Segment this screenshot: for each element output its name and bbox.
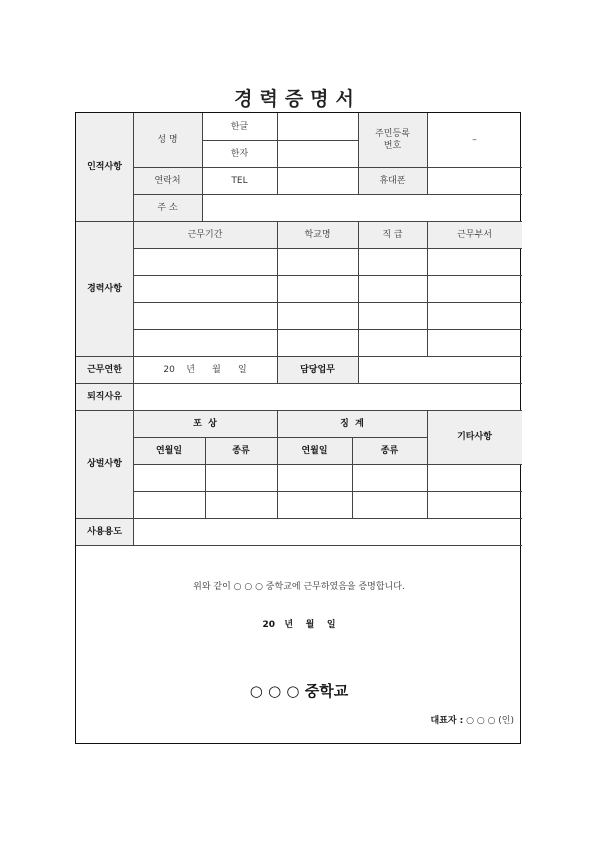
grid-line bbox=[133, 167, 522, 168]
grid-line bbox=[76, 356, 522, 357]
grid-line bbox=[277, 113, 278, 194]
grid-line bbox=[133, 194, 522, 195]
rewards-row[interactable] bbox=[133, 491, 522, 518]
grid-line bbox=[277, 410, 278, 518]
grid-line bbox=[352, 437, 353, 518]
hanja-label: 한자 bbox=[230, 148, 249, 159]
duty-label: 담당업무 bbox=[277, 356, 358, 383]
career-header-rank: 직 급 bbox=[358, 221, 427, 248]
grid-line bbox=[277, 221, 278, 356]
grid-line bbox=[427, 221, 428, 356]
career-header-school: 학교명 bbox=[277, 221, 358, 248]
retire-label: 퇴직사유 bbox=[76, 383, 133, 410]
hangul-label: 한글 bbox=[230, 121, 249, 132]
career-row[interactable] bbox=[133, 275, 522, 302]
grid-line bbox=[133, 302, 522, 303]
representative-label: 대표자 : bbox=[430, 716, 464, 726]
resident-id-field[interactable]: – bbox=[472, 135, 477, 145]
address-field[interactable] bbox=[202, 194, 522, 221]
grid-line bbox=[358, 113, 359, 194]
career-row[interactable] bbox=[133, 302, 522, 329]
grid-line bbox=[202, 113, 203, 221]
other-header: 기타사항 bbox=[427, 410, 522, 464]
grid-line bbox=[133, 248, 522, 249]
purpose-label: 사용용도 bbox=[76, 518, 133, 545]
duty-field[interactable] bbox=[358, 356, 522, 383]
grid-line bbox=[358, 356, 359, 383]
grid-line bbox=[427, 410, 428, 518]
grid-line bbox=[133, 329, 522, 330]
grid-line bbox=[277, 140, 358, 141]
career-row[interactable] bbox=[133, 329, 522, 356]
personal-section-label: 인적사항 bbox=[76, 113, 133, 221]
grid-line bbox=[358, 221, 359, 356]
mobile-field[interactable] bbox=[427, 167, 522, 194]
award-date-header: 연월일 bbox=[133, 437, 205, 464]
certify-statement: 위와 같이 ○ ○ ○ 중학교에 근무하였음을 증명합니다. bbox=[193, 582, 405, 592]
grid-line bbox=[202, 140, 277, 141]
grid-line bbox=[133, 275, 522, 276]
grid-line bbox=[133, 113, 134, 545]
grid-line bbox=[277, 356, 278, 383]
grid-line bbox=[133, 491, 522, 492]
grid-line bbox=[205, 437, 206, 518]
rewards-row[interactable] bbox=[133, 464, 522, 491]
name-hangul-field[interactable] bbox=[277, 113, 358, 140]
grid-line bbox=[76, 545, 522, 546]
certificate-form bbox=[75, 112, 521, 744]
name-label: 성 명 bbox=[133, 113, 202, 167]
discipline-date-header: 연월일 bbox=[277, 437, 352, 464]
award-kind-header: 종류 bbox=[205, 437, 277, 464]
grid-line bbox=[76, 410, 522, 411]
grid-line bbox=[76, 383, 522, 384]
address-label: 주 소 bbox=[133, 194, 202, 221]
discipline-header: 징 계 bbox=[277, 410, 427, 437]
certify-date: 20 년 월 일 bbox=[262, 620, 336, 630]
grid-line bbox=[133, 437, 427, 438]
career-row[interactable] bbox=[133, 248, 522, 275]
resident-id-label: 주민등록 번호 bbox=[358, 113, 427, 167]
award-header: 포 상 bbox=[133, 410, 277, 437]
grid-line bbox=[76, 221, 522, 222]
mobile-label: 휴대폰 bbox=[358, 167, 427, 194]
years-field[interactable]: 20 년 월 일 bbox=[163, 364, 247, 375]
career-header-dept: 근무부서 bbox=[427, 221, 522, 248]
school-name: ○ ○ ○ 중학교 bbox=[249, 682, 349, 700]
name-hanja-field[interactable] bbox=[277, 140, 358, 167]
representative-value: ○ ○ ○ (인) bbox=[466, 716, 514, 726]
grid-line bbox=[76, 518, 522, 519]
grid-line bbox=[133, 464, 522, 465]
purpose-field[interactable] bbox=[133, 518, 522, 545]
discipline-kind-header: 종류 bbox=[352, 437, 427, 464]
rewards-section-label: 상벌사항 bbox=[76, 410, 133, 518]
career-section-label: 경력사항 bbox=[76, 221, 133, 356]
career-header-period: 근무기간 bbox=[133, 221, 277, 248]
tel-field[interactable] bbox=[277, 167, 358, 194]
years-label: 근무연한 bbox=[76, 356, 133, 383]
document-title: 경력증명서 bbox=[234, 88, 361, 110]
contact-label: 연락처 bbox=[133, 167, 202, 194]
retire-field[interactable] bbox=[133, 383, 522, 410]
representative-line bbox=[430, 713, 514, 726]
tel-label: TEL bbox=[231, 175, 248, 186]
grid-line bbox=[427, 113, 428, 194]
